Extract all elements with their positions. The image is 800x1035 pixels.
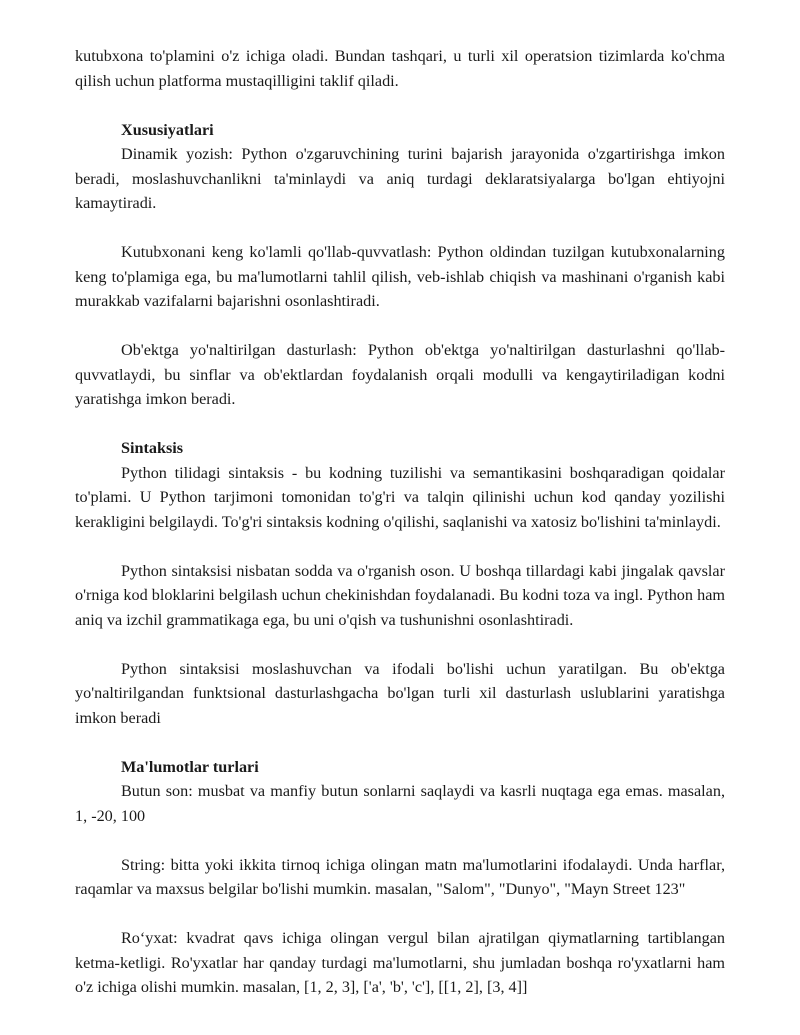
syntax-paragraph-2: Python sintaksisi nisbatan sodda va o'rganish oson. U boshqa tillardagi kabi jingalak qavslar o'rniga kod bloklarini belgilash uchun chekinishdan foydalanadi. Bu kodni toza va ingl. Python ham aniq va izchil grammatikaga ega, bu uni o'qish va tushunishni osonlashtiradi. [75,561,725,629]
section-heading-syntax: Sintaksis [121,439,184,457]
document-body [75,44,725,1000]
data-types-paragraph-1: Butun son: musbat va manfiy butun sonlarni saqlaydi va kasrli nuqtaga ega emas. masalan, 1, -20, 100 [75,782,725,825]
section-syntax [75,436,725,730]
features-paragraph-3: Ob'ektga yo'naltirilgan dasturlash: Python ob'ektga yo'naltirilgan dasturlashni qo'llab-quvvatlaydi, bu sinflar va ob'ektlardan foydalanish orqali modulli va kengaytiriladigan kodni yaratishga imkon beradi. [75,341,725,408]
section-features [75,118,725,412]
section-heading-data-types: Ma'lumotlar turlari [121,757,259,776]
syntax-paragraph-3: Python sintaksisi moslashuvchan va ifodali bo'lishi uchun yaratilgan. Bu ob'ektga yo'naltirilgandan funktsional dasturlashgacha bo'lgan turli xil dasturlash uslublarini yaratishga imkon beradi [75,659,725,727]
features-paragraph-2: Kutubxonani keng ko'lamli qo'llab-quvvatlash: Python oldindan tuzilgan kutubxonalarning keng to'plamiga ega, bu ma'lumotlarni tahlil qilish, veb-ishlab chiqish va mashinani o'rganish kabi murakkab vazifalarni bajarishni osonlashtiradi. [75,243,725,310]
data-types-paragraph-2: String: bitta yoki ikkita tirnoq ichiga olingan matn ma'lumotlarini ifodalaydi. Unda harflar, raqamlar va maxsus belgilar bo'lishi mumkin. masalan, "Salom", "Dunyo", "Mayn Street 123" [75,855,725,898]
section-data-types [75,755,725,1000]
syntax-paragraph-1: Python tilidagi sintaksis - bu kodning tuzilishi va semantikasini boshqaradigan qoidalar to'plami. U Python tarjimoni tomonidan to'g'ri va talqin qilinishi uchun kod qanday yozilishi kerakligini belgilaydi. To'g'ri sintaksis kodning o'qilishi, saqlanishi va xatosiz bo'lishini ta'minlaydi. [75,463,725,531]
features-paragraph-1: Dinamik yozish: Python o'zgaruvchining turini bajarish jarayonida o'zgartirishga imkon beradi, moslashuvchanlikni ta'minlaydi va aniq turdagi deklaratsiyalarga bo'lgan ehtiyojni kamaytiradi. [75,145,725,212]
data-types-paragraph-3: Ro‘yxat: kvadrat qavs ichiga olingan vergul bilan ajratilgan qiymatlarning tartiblangan ketma-ketligi. Ro'yxatlar har qanday turdagi ma'lumotlarni, shu jumladan boshqa ro'yxatlarni ham o'z ichiga olishi mumkin. masalan, [1, 2, 3], ['a', 'b', 'c'], [[1, 2], [3, 4]] [75,929,725,996]
intro-paragraph: kutubxona to'plamini o'z ichiga oladi. Bundan tashqari, u turli xil operatsion tizimlarda ko'chma qilish uchun platforma mustaqilligini taklif qiladi. [75,47,725,90]
section-heading-features: Xususiyatlari [121,120,214,139]
